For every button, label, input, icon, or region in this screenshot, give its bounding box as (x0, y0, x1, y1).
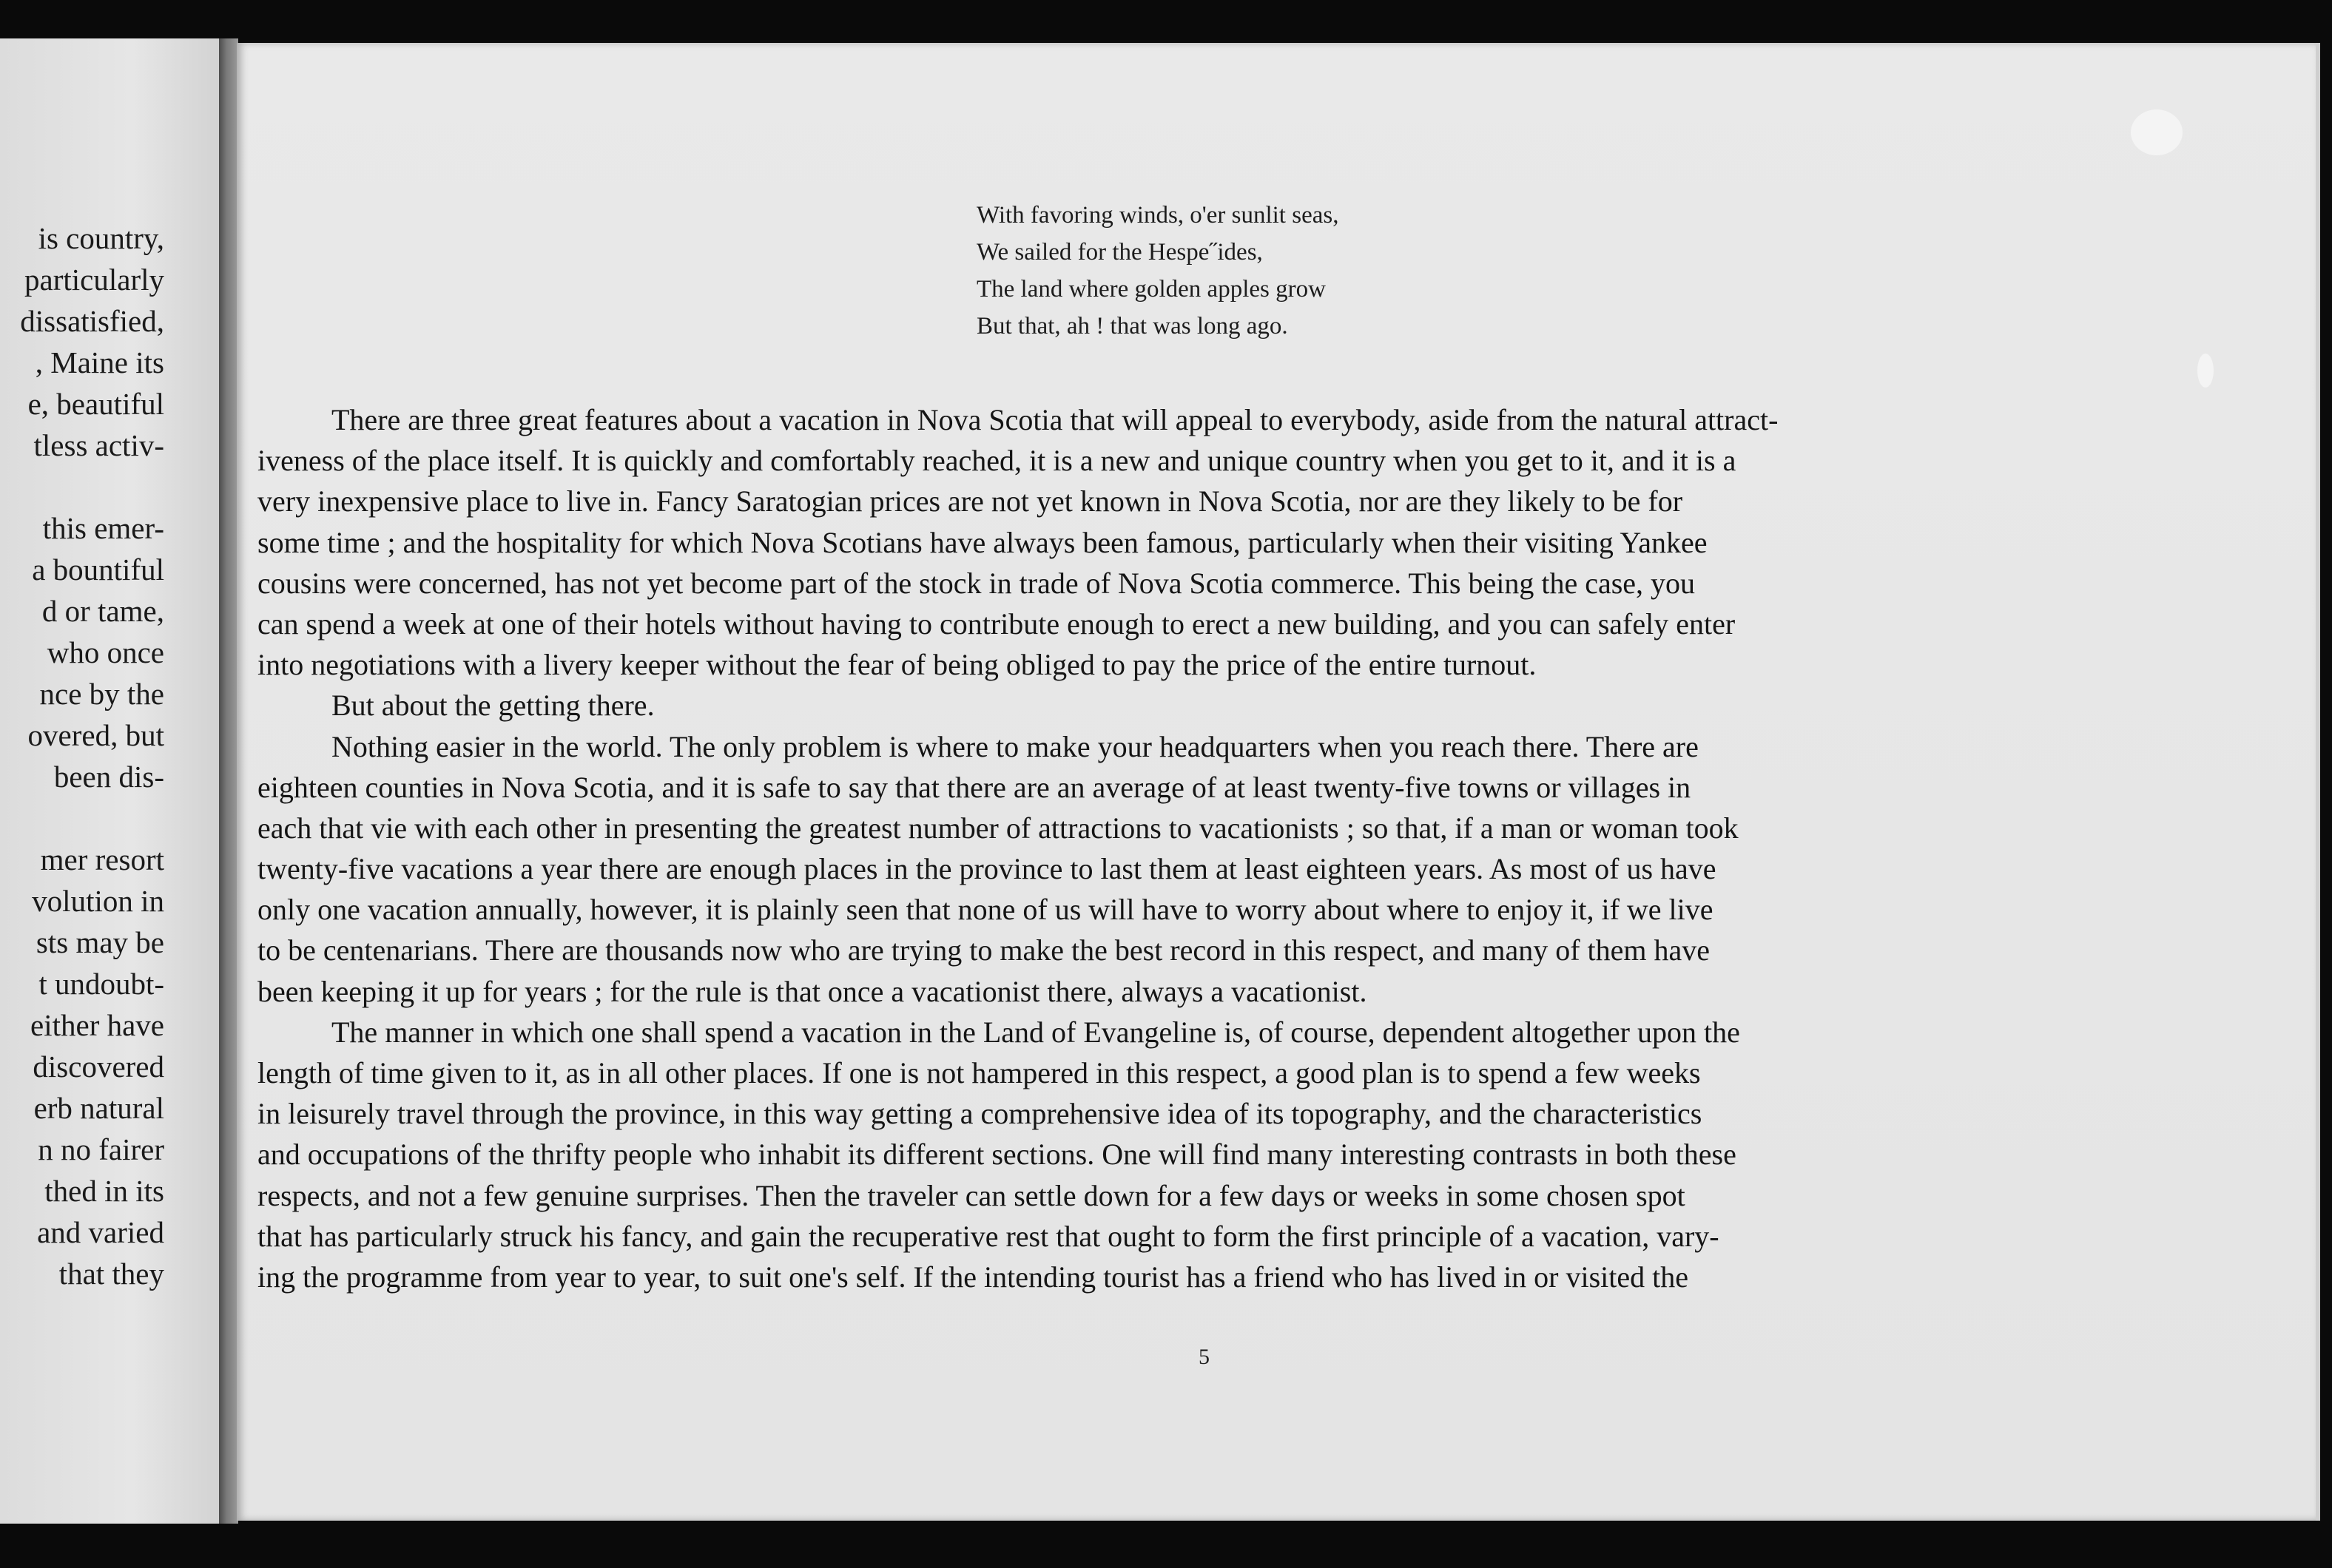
left-line-gap (0, 466, 164, 507)
poem-line: We sailed for the Hespe˝ides, (977, 239, 1263, 266)
left-line: either have (30, 1008, 164, 1042)
poem-line: With favoring winds, o'er sunlit seas, (977, 202, 1339, 229)
body-line: can spend a week at one of their hotels without having to contribute enough to erect a new building, and you can safely enter (257, 606, 1736, 641)
left-line: is country, (38, 221, 164, 255)
body-line: iveness of the place itself. It is quickly and comfortably reached, it is a new and unique country when you get to it, and it is a (257, 444, 1736, 478)
left-line: a bountiful (32, 552, 164, 587)
body-line: twenty-five vacations a year there are enough places in the province to last them at least eighteen years. As most of us have (257, 852, 1716, 886)
body-line: that has particularly struck his fancy, and gain the recuperative rest that ought to form the first principle of a vacation, vary- (257, 1219, 1719, 1253)
poem-line: But that, ah ! that was long ago. (977, 313, 1288, 339)
paper-speck (2131, 109, 2183, 155)
paper-speck (2197, 354, 2214, 388)
body-line: very inexpensive place to live in. Fancy Saratogian prices are not yet known in Nova Scotia, nor are they likely to be for (257, 484, 1683, 518)
body-line: and occupations of the thrifty people who inhabit its different sections. One will find many interesting contrasts in both these (257, 1138, 1736, 1172)
book-gutter (219, 38, 238, 1524)
body-line: only one vacation annually, however, it is plainly seen that none of us will have to worry about where to enjoy it, if we live (257, 893, 1713, 927)
left-line: tless activ- (33, 428, 164, 462)
left-line: mer resort (40, 842, 164, 876)
right-page (237, 43, 2320, 1521)
left-line: this emer- (42, 511, 164, 545)
body-line: to be centenarians. There are thousands now who are trying to make the best record in this respect, and many of them have (257, 933, 1711, 967)
left-line: sts may be (36, 925, 164, 959)
left-line: t undoubt- (38, 967, 164, 1001)
body-text (257, 399, 2174, 1297)
left-line: that they (58, 1257, 164, 1291)
left-line: who once (47, 635, 164, 669)
left-line: particularly (24, 263, 164, 297)
body-line: been keeping it up for years ; for the rule is that once a vacationist there, always a vacationist. (257, 974, 1367, 1008)
poem-line: The land where golden apples grow (977, 276, 1326, 303)
body-line: cousins were concerned, has not yet become part of the stock in trade of Nova Scotia commerce. This being the case, you (257, 566, 1696, 600)
left-page (0, 38, 222, 1524)
left-line: nce by the (39, 677, 164, 711)
body-line: in leisurely travel through the province, in this way getting a comprehensive idea of its topography, and the characteristics (257, 1097, 1702, 1131)
left-line: overed, but (27, 718, 164, 752)
body-line: ing the programme from year to year, to suit one's self. If the intending tourist has a friend who has lived in or visited the (257, 1260, 1689, 1294)
body-line: eighteen counties in Nova Scotia, and it is safe to say that there are an average of at least twenty-five towns or villages in (257, 770, 1691, 804)
left-page-text (0, 217, 164, 1294)
left-line: discovered (33, 1050, 164, 1084)
left-line: erb natural (33, 1091, 164, 1125)
body-line: respects, and not a few genuine surprises. Then the traveler can settle down for a few days or weeks in some chosen spot (257, 1178, 1685, 1212)
left-line: n no fairer (38, 1132, 164, 1166)
body-line: But about the getting there. (331, 689, 655, 723)
epigraph-poem (977, 197, 1338, 345)
left-line: thed in its (44, 1174, 164, 1208)
left-line-gap (0, 797, 164, 839)
body-line: some time ; and the hospitality for which Nova Scotians have always been famous, particularly when their visiting Yankee (257, 525, 1708, 559)
body-line: length of time given to it, as in all other places. If one is not hampered in this respect, a good plan is to spend a few weeks (257, 1056, 1701, 1089)
left-line: volution in (32, 884, 164, 918)
body-line: into negotiations with a livery keeper without the fear of being obliged to pay the price of the entire turnout. (257, 648, 1537, 682)
body-line: The manner in which one shall spend a vacation in the Land of Evangeline is, of course, dependent altogether upon the (331, 1015, 1740, 1049)
body-line: Nothing easier in the world. The only problem is where to make your headquarters when you reach there. There are (331, 729, 1699, 763)
body-line: There are three great features about a vacation in Nova Scotia that will appeal to everybody, aside from the natural attract- (331, 403, 1779, 436)
left-line: , Maine its (35, 345, 164, 379)
left-line: been dis- (53, 760, 164, 794)
left-line: and varied (37, 1215, 164, 1249)
left-line: e, beautiful (27, 387, 164, 421)
left-line: d or tame, (41, 594, 164, 628)
page-number: 5 (1199, 1345, 1210, 1369)
left-line: dissatisfied, (20, 304, 164, 338)
body-line: each that vie with each other in presenting the greatest number of attractions to vacationists ; so that, if a man or woman took (257, 811, 1739, 845)
